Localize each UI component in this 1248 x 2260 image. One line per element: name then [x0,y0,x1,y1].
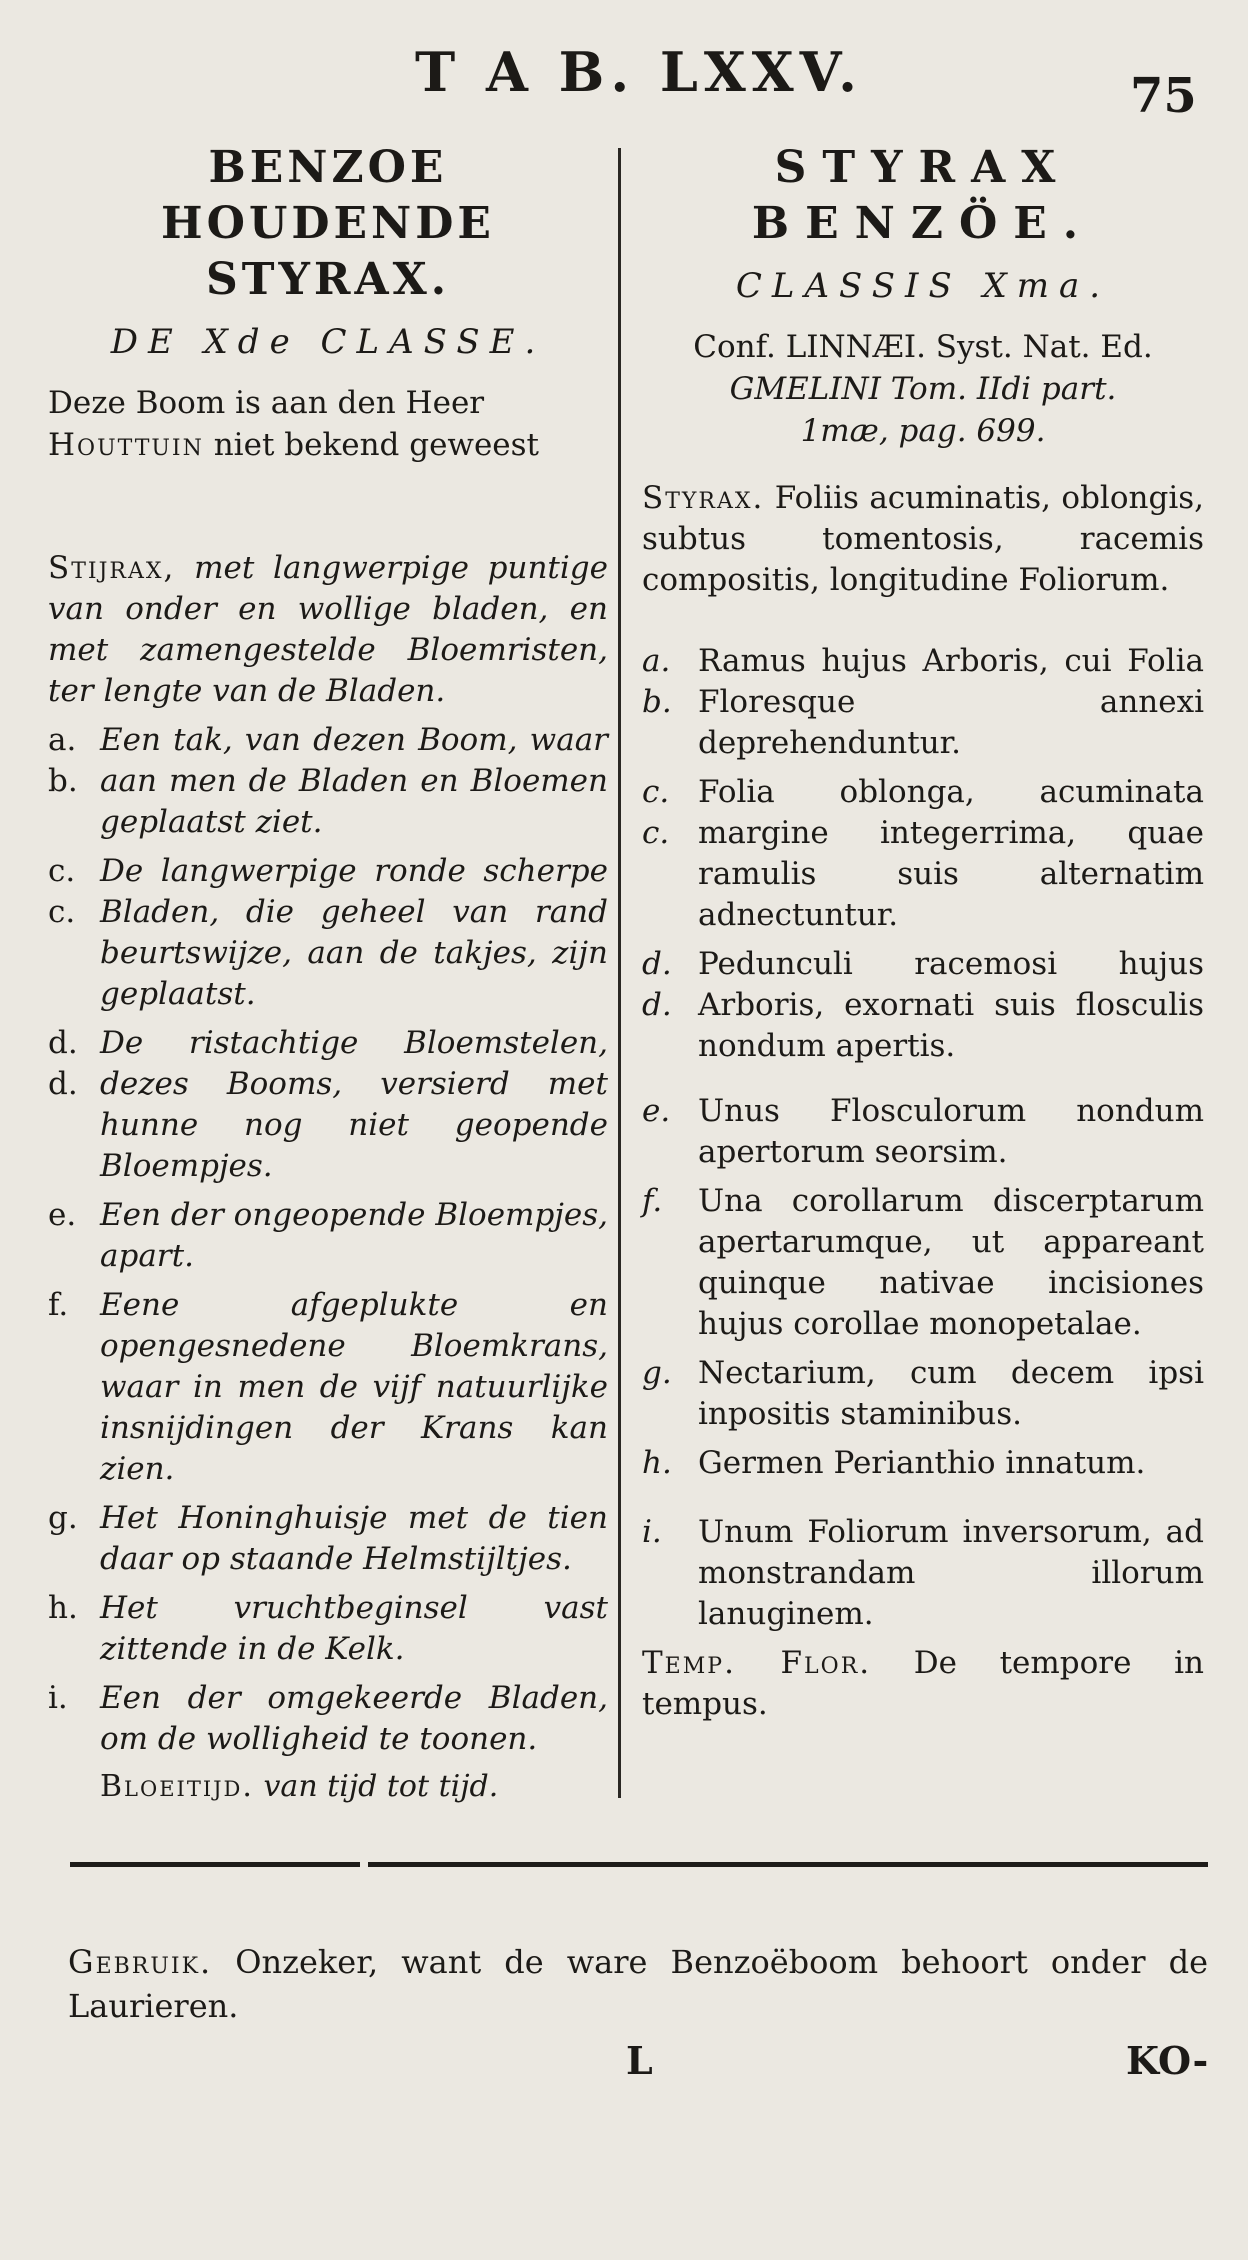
entry-label: g. [642,1355,672,1391]
list-item [48,1498,608,1580]
entry-text: Folia oblonga, acuminata margine integerrima, quae ramulis suis alternatim adnectuntur. [698,774,1204,933]
entry-text: Een der omgekeerde Bladen, om de wolligheid te toonen. [100,1680,608,1757]
dutch-intro-line-2-rest: niet bekend geweest [203,427,540,463]
list-item [48,851,608,1015]
latin-intro [642,326,1204,456]
entry-text: Unus Flosculorum nondum apertorum seorsim. [698,1093,1204,1170]
temp-flor-label: Temp. Flor. [642,1645,872,1681]
entry-label: h. [48,1590,78,1626]
dutch-title-line-2: STYRAX. [205,254,451,305]
temp-flor-line [642,1643,1204,1725]
temp-flor-value: De tempore in tempus. [642,1645,1204,1722]
entry-label: a. b. [642,643,672,720]
entry-label: i. [48,1680,68,1716]
entry-text: De ristachtige Bloemstelen, dezes Booms, versierd met hunne nog niet geopende Bloempjes. [100,1025,608,1184]
list-item [48,1023,608,1187]
latin-class-line: CLASSIS Xma. [735,266,1111,306]
entry-label: f. [642,1183,663,1219]
entry-text: Germen Perianthio innatum. [698,1445,1146,1481]
latin-description-text: Foliis acuminatis, oblongis, subtus tomentosis, racemis compositis, longitudine Foliorum. [642,480,1204,598]
plate-title: T A B. LXXV. [415,40,863,104]
entry-text: Una corollarum discerptarum apertarumque, ut appareant quinque nativae incisiones hujus corollae monopetalae. [698,1183,1204,1342]
entry-label: c. c. [642,774,670,851]
bloeitijd-value: van tijd tot tijd. [263,1769,499,1804]
entry-text: Het vruchtbeginsel vast zittende in de Kelk. [100,1590,608,1667]
list-item [642,772,1204,936]
catchword: KO- [1126,2038,1209,2083]
horizontal-rule-right [368,1862,1208,1867]
entry-label: e. [48,1197,77,1233]
dutch-description [48,548,608,712]
list-item [642,1181,1204,1345]
entry-text: Eene afgeplukte en opengesnedene Bloemkrans, waar in men de vijf natuurlijke insnijdingen der Krans kan zien. [100,1287,608,1487]
bloeitijd-line [48,1766,608,1807]
dutch-class-line: DE Xde CLASSE. [110,322,546,362]
entry-text: De langwerpige ronde scherpe Bladen, die geheel van rand beurtswijze, aan de takjes, zijn geplaatst. [100,853,608,1012]
list-item [48,1588,608,1670]
latin-description [642,478,1204,601]
dutch-intro [48,382,608,512]
list-item [642,944,1204,1067]
entry-text: Een der ongeopende Bloempjes, apart. [100,1197,609,1274]
usage-text: Onzeker, want de ware Benzoëboom behoort onder de Laurieren. [68,1943,1208,2025]
entry-label: a. b. [48,722,78,799]
usage-paragraph [68,1940,1208,2028]
dutch-column [48,140,608,1807]
list-item [642,641,1204,764]
page-number: 75 [1130,68,1197,124]
entry-text: Nectarium, cum decem ipsi inpositis staminibus. [698,1355,1204,1432]
dutch-title-line-1: BENZOE HOUDENDE [161,142,495,249]
list-item [48,1678,608,1760]
entry-label: f. [48,1287,69,1323]
usage-label: Gebruik. [68,1943,213,1981]
entry-text: Pedunculi racemosi hujus Arboris, exornati suis flosculis nondum apertis. [698,946,1204,1064]
entry-label: g. [48,1500,78,1536]
horizontal-rule-left [70,1862,360,1867]
entry-label: e. [642,1093,671,1129]
entry-label: c. c. [48,853,76,930]
signature-mark: L [626,2038,653,2083]
bloeitijd-label: Bloeitijd. [100,1769,254,1804]
list-item [48,720,608,843]
latin-title-line-2: BENZÖE. [751,198,1095,249]
entry-label: i. [642,1514,662,1550]
list-item [642,1091,1204,1173]
styrax-name: Styrax. [642,480,765,516]
houttuin-name: Houttuin [48,427,204,463]
list-item [642,1443,1204,1484]
list-item [48,1195,608,1277]
dutch-intro-line-2 [48,424,608,466]
latin-column [642,140,1204,1725]
latin-title-line-1: STYRAX [774,142,1072,193]
list-item [642,1512,1204,1635]
entry-text: Een tak, van dezen Boom, waar aan men de Bladen en Bloemen geplaatst ziet. [100,722,608,840]
entry-label: h. [642,1445,672,1481]
entry-label: d. d. [642,946,672,1023]
entry-text: Unum Foliorum inversorum, ad monstrandam illorum lanuginem. [698,1514,1204,1632]
entry-text: Ramus hujus Arboris, cui Folia Floresque annexi deprehenduntur. [698,643,1204,761]
entry-label: d. d. [48,1025,78,1102]
latin-intro-line-2: GMELINI Tom. IIdi part. [729,371,1117,407]
latin-intro-line-3: 1mæ, pag. 699. [800,413,1046,449]
stijrax-name: Stijrax, [48,550,176,586]
entry-text: Het Honinghuisje met de tien daar op staande Helmstijltjes. [100,1500,608,1577]
list-item [48,1285,608,1490]
dutch-description-text: met langwerpige puntige van onder en wollige bladen, en met zamengestelde Bloemristen, ter lengte van de Bladen. [48,550,608,709]
latin-intro-line-1: Conf. LINNÆI. Syst. Nat. Ed. [693,329,1153,365]
dutch-intro-line-1: Deze Boom is aan den Heer [48,385,485,421]
column-divider [618,148,621,1798]
list-item [642,1353,1204,1435]
